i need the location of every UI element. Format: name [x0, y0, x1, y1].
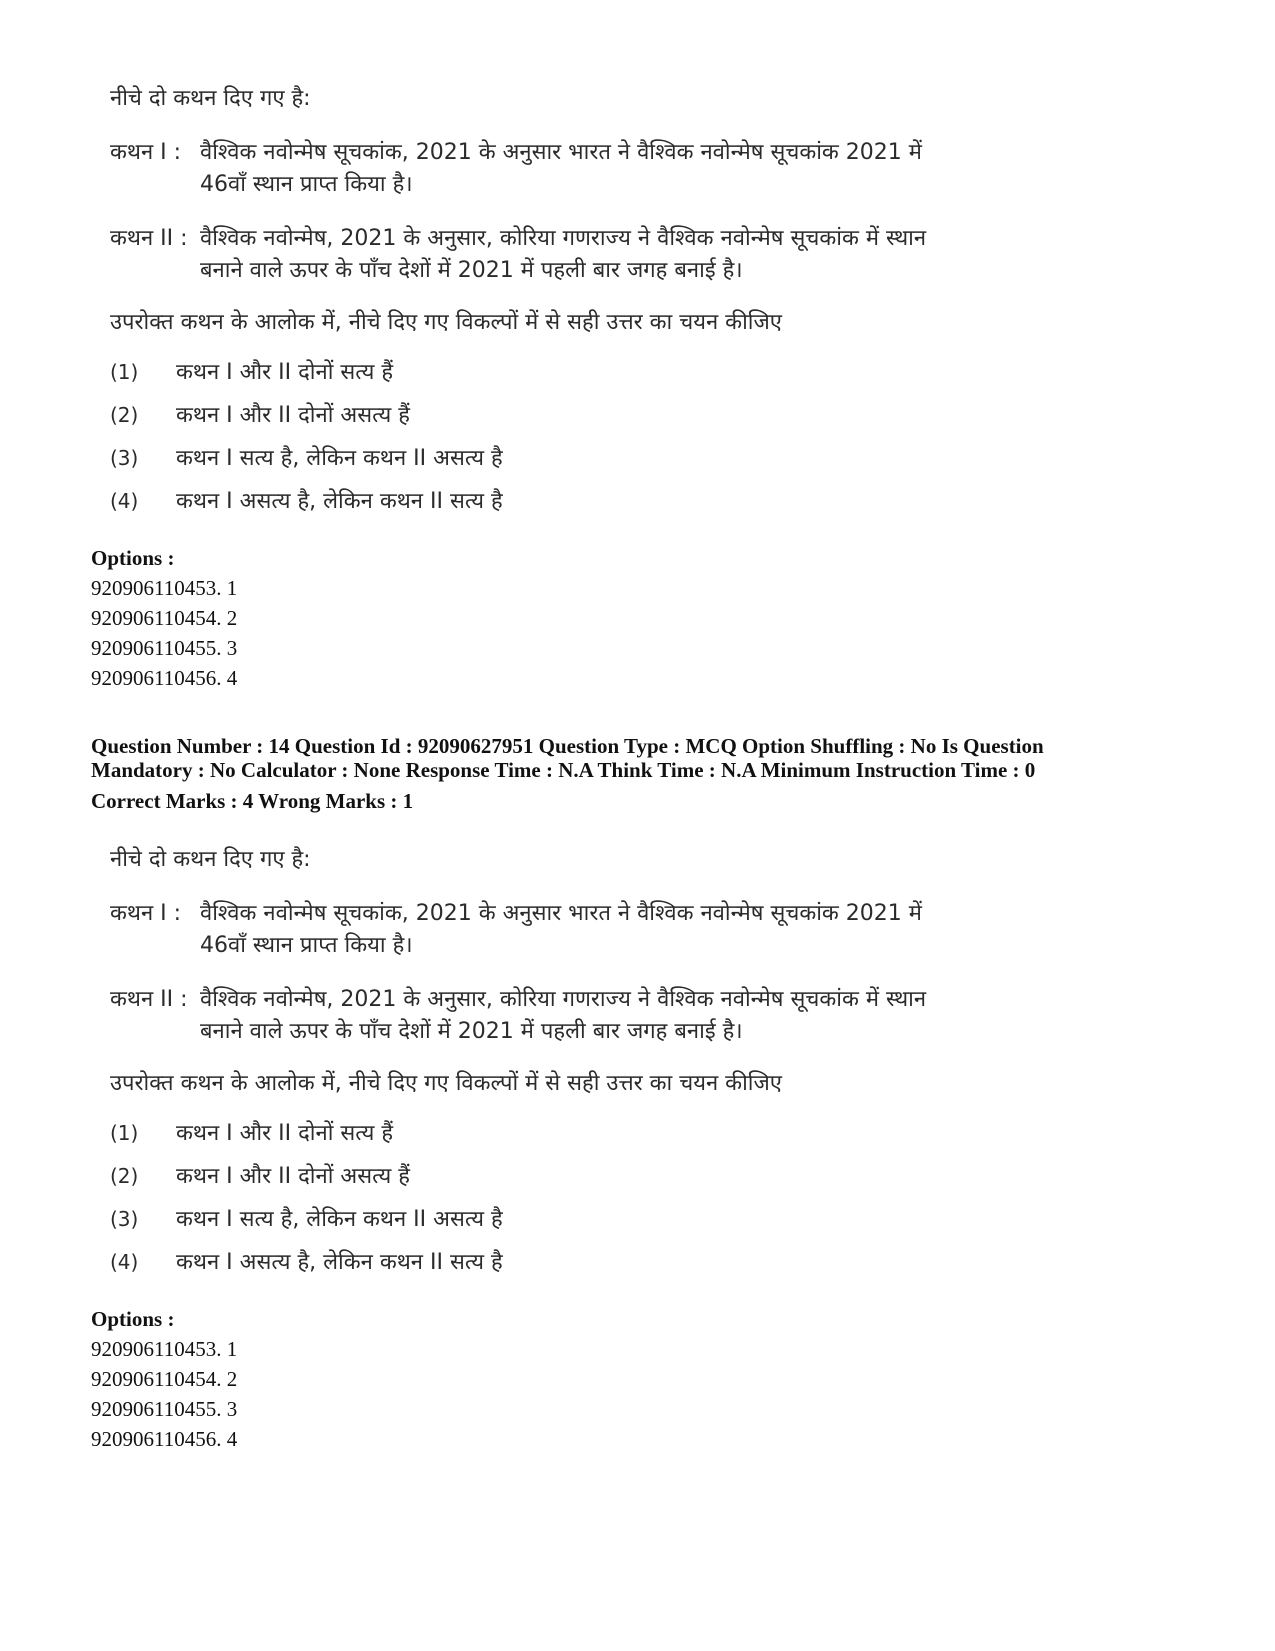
statement-2-line-1: वैश्विक नवोन्मेष, 2021 के अनुसार, कोरिया गणराज्य ने वैश्विक नवोन्मेष सूचकांक में स्थान	[200, 987, 927, 1012]
choice-text: कथन I असत्य है, लेकिन कथन II सत्य है	[176, 1250, 503, 1275]
question-13-hindi-block	[110, 80, 990, 520]
option-line: 920906110455. 3	[91, 1397, 238, 1421]
choice-text: कथन I सत्य है, लेकिन कथन II असत्य है	[176, 446, 503, 471]
statement-2-line-2: बनाने वाले ऊपर के पाँच देशों में 2021 में पहली बार जगह बनाई है।	[200, 258, 743, 283]
statement-2	[110, 222, 990, 292]
choice-1	[110, 356, 810, 388]
option-line: 920906110453. 1	[91, 1337, 238, 1361]
statement-1-label: कथन I :	[110, 901, 182, 926]
choice-number: (3)	[110, 446, 139, 470]
statement-1-line-1: वैश्विक नवोन्मेष सूचकांक, 2021 के अनुसार भारत ने वैश्विक नवोन्मेष सूचकांक 2021 में	[200, 140, 922, 165]
statement-2	[110, 983, 990, 1053]
question-intro: नीचे दो कथन दिए गए है:	[110, 86, 311, 111]
statement-2-label: कथन II :	[110, 987, 188, 1012]
question-meta-line-1: Question Number : 14 Question Id : 92090627951 Question Type : MCQ Option Shuffling : No Is Question	[91, 734, 1044, 758]
choice-number: (2)	[110, 1164, 139, 1188]
question-intro: नीचे दो कथन दिए गए है:	[110, 847, 311, 872]
choice-1	[110, 1117, 810, 1149]
choice-4	[110, 1246, 810, 1278]
option-line: 920906110455. 3	[91, 636, 238, 660]
choice-text: कथन I और II दोनों सत्य हैं	[176, 1121, 394, 1146]
statement-2-label: कथन II :	[110, 226, 188, 251]
choice-text: कथन I असत्य है, लेकिन कथन II सत्य है	[176, 489, 503, 514]
statement-1-label: कथन I :	[110, 140, 182, 165]
option-line: 920906110456. 4	[91, 1427, 238, 1451]
options-heading: Options :	[91, 1307, 175, 1331]
choice-3	[110, 442, 810, 474]
choice-number: (4)	[110, 489, 139, 513]
question-instruction: उपरोक्त कथन के आलोक में, नीचे दिए गए विकल्पों में से सही उत्तर का चयन कीजिए	[110, 1071, 782, 1096]
question-meta-line-2: Mandatory : No Calculator : None Response Time : N.A Think Time : N.A Minimum Instruction Time : 0	[91, 758, 1036, 782]
choice-number: (2)	[110, 403, 139, 427]
choice-text: कथन I और II दोनों असत्य हैं	[176, 1164, 410, 1189]
choice-number: (4)	[110, 1250, 139, 1274]
question-instruction: उपरोक्त कथन के आलोक में, नीचे दिए गए विकल्पों में से सही उत्तर का चयन कीजिए	[110, 310, 782, 335]
option-line: 920906110453. 1	[91, 576, 238, 600]
option-line: 920906110456. 4	[91, 666, 238, 690]
question-14-hindi-block	[110, 841, 990, 1281]
choice-text: कथन I और II दोनों असत्य हैं	[176, 403, 410, 428]
statement-1	[110, 897, 990, 967]
statement-1-line-2: 46वाँ स्थान प्राप्त किया है।	[200, 933, 413, 958]
statement-1-line-1: वैश्विक नवोन्मेष सूचकांक, 2021 के अनुसार भारत ने वैश्विक नवोन्मेष सूचकांक 2021 में	[200, 901, 922, 926]
choice-2	[110, 1160, 810, 1192]
choice-text: कथन I सत्य है, लेकिन कथन II असत्य है	[176, 1207, 503, 1232]
option-line: 920906110454. 2	[91, 606, 238, 630]
choice-number: (1)	[110, 360, 139, 384]
statement-2-line-1: वैश्विक नवोन्मेष, 2021 के अनुसार, कोरिया गणराज्य ने वैश्विक नवोन्मेष सूचकांक में स्थान	[200, 226, 927, 251]
statement-2-line-2: बनाने वाले ऊपर के पाँच देशों में 2021 में पहली बार जगह बनाई है।	[200, 1019, 743, 1044]
choice-number: (1)	[110, 1121, 139, 1145]
statement-1	[110, 136, 990, 206]
choice-2	[110, 399, 810, 431]
question-meta-line-3: Correct Marks : 4 Wrong Marks : 1	[91, 789, 414, 813]
choice-4	[110, 485, 810, 517]
option-line: 920906110454. 2	[91, 1367, 238, 1391]
options-heading: Options :	[91, 546, 175, 570]
choice-number: (3)	[110, 1207, 139, 1231]
statement-1-line-2: 46वाँ स्थान प्राप्त किया है।	[200, 172, 413, 197]
choice-text: कथन I और II दोनों सत्य हैं	[176, 360, 394, 385]
choice-3	[110, 1203, 810, 1235]
